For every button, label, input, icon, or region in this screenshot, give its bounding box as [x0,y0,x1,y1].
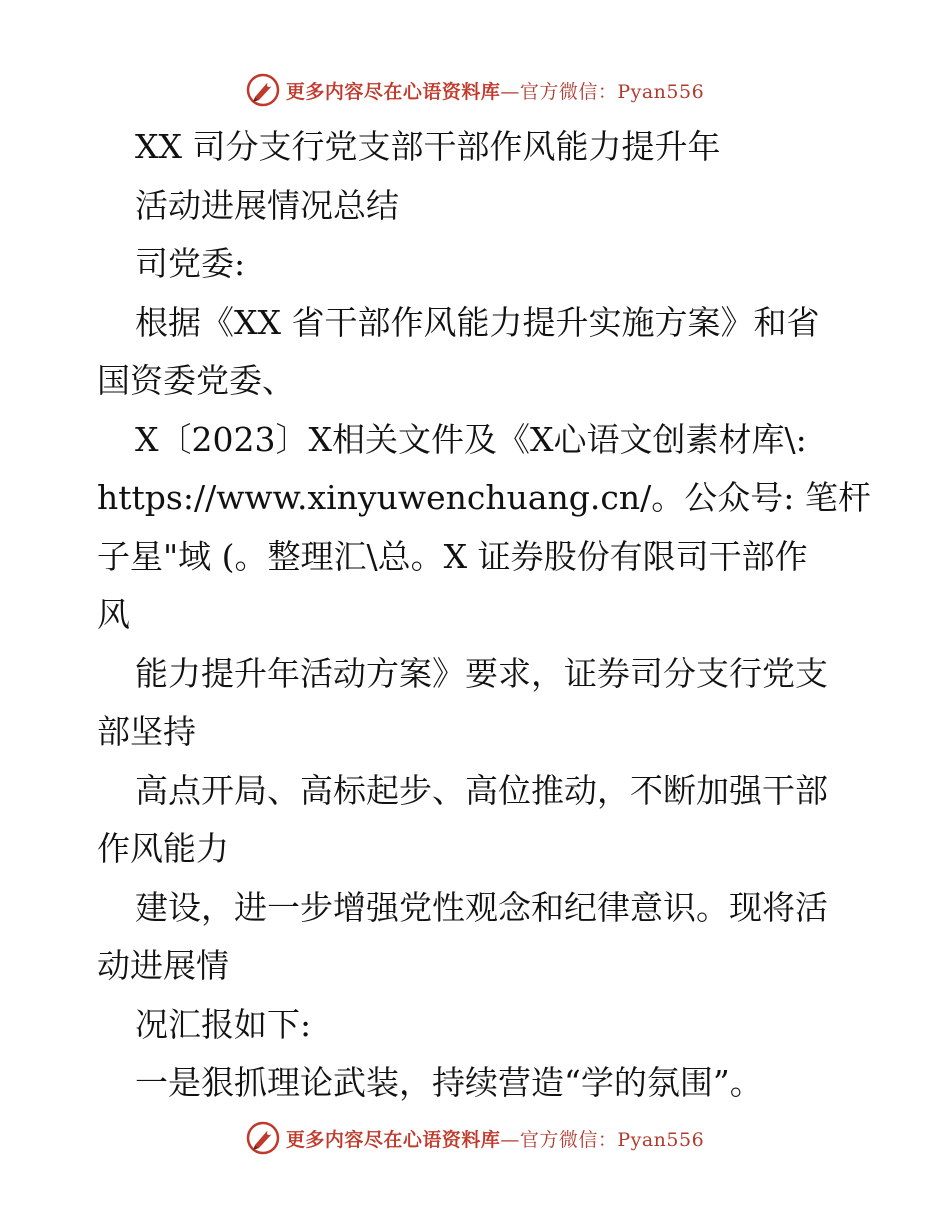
doc-paragraph-line: 一是狠抓理论武装，持续营造“学的氛围”。 [135,1063,763,1102]
doc-title-line-1: XX 司分支行党支部干部作风能力提升年 [135,127,721,166]
pen-logo-icon [246,73,280,107]
doc-paragraph-line: 动进展情 [97,946,229,985]
doc-paragraph-line: 建设，进一步增强党性观念和纪律意识。现将活 [135,887,828,927]
doc-paragraph-line: 部坚持 [97,712,196,751]
doc-paragraph-line: X〔2023〕X相关文件及《X心语文创素材库\: [135,419,807,459]
doc-salutation: 司党委: [135,244,246,283]
banner-text [286,1125,704,1152]
doc-paragraph-line: 况汇报如下: [135,1004,312,1044]
doc-paragraph-line: 国资委党委、 [97,361,295,400]
pen-logo-icon [246,1121,280,1155]
header-banner [0,70,950,110]
doc-paragraph-line: 能力提升年活动方案》要求，证券司分支行党支 [135,653,828,693]
doc-paragraph-line: 风 [97,595,130,634]
doc-paragraph-line: https://www.xinyuwenchuang.cn/。公众号: 笔杆 [97,478,871,517]
document-body [97,118,871,1113]
doc-paragraph-line: 子星"域 (。整理汇\总。X 证券股份有限司干部作 [97,536,808,576]
doc-title-line-2: 活动进展情况总结 [135,185,399,225]
banner-wechat-text: —官方微信：Pyan556 [500,1128,705,1151]
doc-paragraph-line: 高点开局、高标起步、高位推动，不断加强干部 [135,770,828,810]
banner-main-text: 更多内容尽在心语资料库 [285,1128,501,1151]
banner-wechat-text: —官方微信：Pyan556 [500,80,705,103]
banner-main-text: 更多内容尽在心语资料库 [285,80,501,103]
doc-paragraph-line: 根据《XX 省干部作风能力提升实施方案》和省 [135,302,820,342]
doc-paragraph-line: 作风能力 [97,829,229,868]
footer-banner [0,1118,950,1158]
banner-text [286,77,704,104]
